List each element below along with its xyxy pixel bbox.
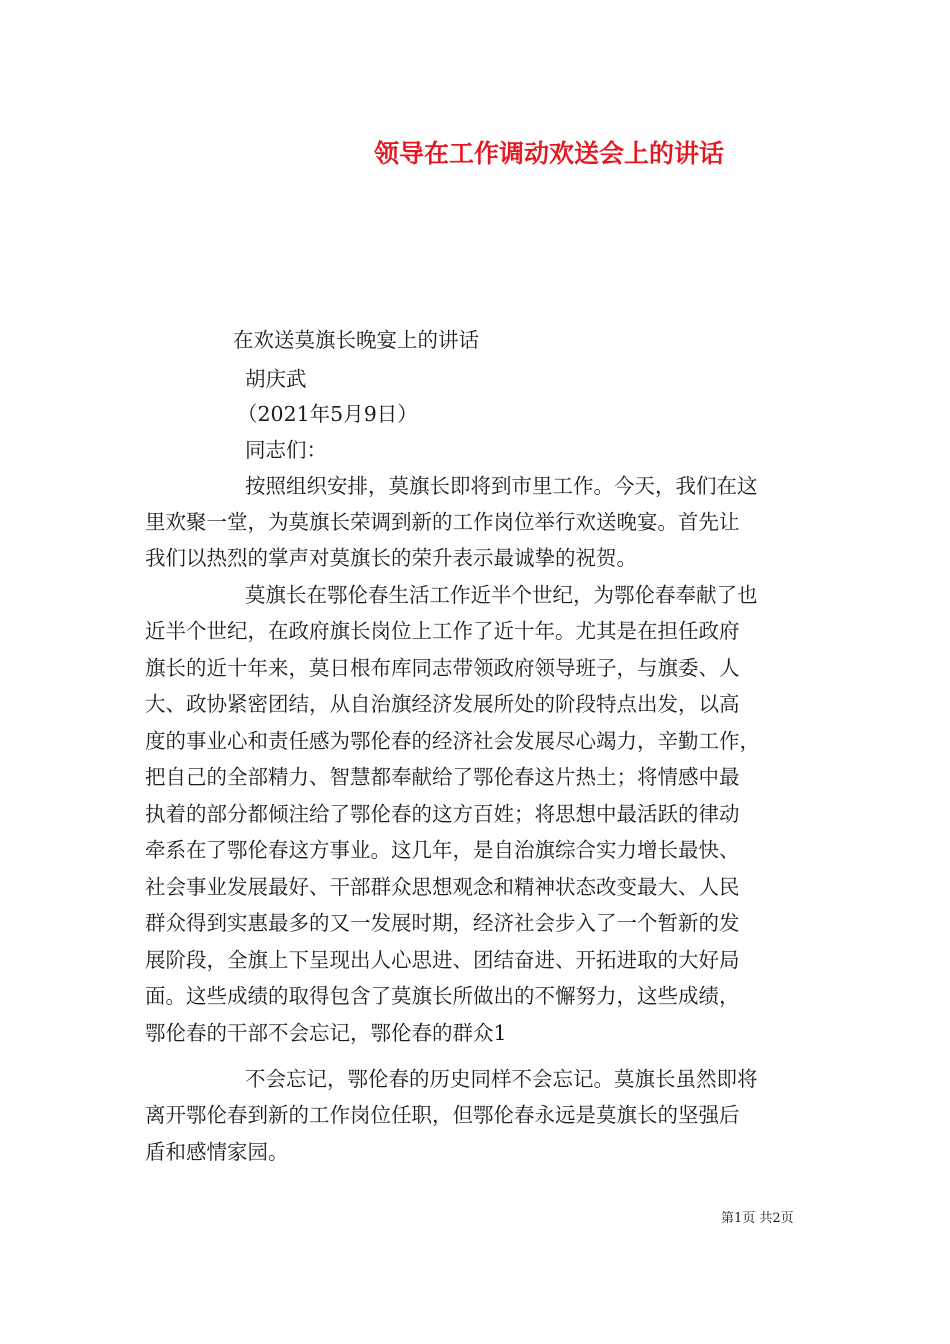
body-line: 我们以热烈的掌声对莫旗长的荣升表示最诚挚的祝贺。 [145, 546, 637, 570]
body-line: 近半个世纪，在政府旗长岗位上工作了近十年。尤其是在担任政府 [145, 619, 740, 643]
document-title: 领导在工作调动欢送会上的讲话 [374, 139, 725, 168]
body-line: 鄂伦春的干部不会忘记，鄂伦春的群众1 [145, 1021, 507, 1045]
body-line: 面。这些成绩的取得包含了莫旗长所做出的不懈努力，这些成绩， [145, 984, 740, 1008]
body-line: 把自己的全部精力、智慧都奉献给了鄂伦春这片热土；将情感中最 [145, 765, 740, 789]
page-footer: 第1页 共2页 [721, 1211, 794, 1226]
speech-salutation: 同志们： [245, 438, 327, 462]
body-line: 莫旗长在鄂伦春生活工作近半个世纪，为鄂伦春奉献了也 [245, 583, 758, 607]
body-line: 按照组织安排，莫旗长即将到市里工作。今天，我们在这 [245, 474, 758, 498]
speech-author: 胡庆武 [245, 367, 307, 391]
body-line: 不会忘记，鄂伦春的历史同样不会忘记。莫旗长虽然即将 [245, 1067, 758, 1091]
body-line: 群众得到实惠最多的又一发展时期，经济社会步入了一个暂新的发 [145, 911, 740, 935]
body-line: 社会事业发展最好、干部群众思想观念和精神状态改变最大、人民 [145, 875, 740, 899]
body-line: 度的事业心和责任感为鄂伦春的经济社会发展尽心竭力，辛勤工作， [145, 729, 760, 753]
body-line: 盾和感情家园。 [145, 1140, 289, 1164]
body-line: 离开鄂伦春到新的工作岗位任职，但鄂伦春永远是莫旗长的坚强后 [145, 1103, 740, 1127]
speech-subtitle: 在欢送莫旗长晚宴上的讲话 [233, 328, 479, 352]
body-line: 执着的部分都倾注给了鄂伦春的这方百姓；将思想中最活跃的律动 [145, 802, 740, 826]
speech-date: （2021年5月9日） [237, 402, 418, 426]
body-line: 牵系在了鄂伦春这方事业。这几年，是自治旗综合实力增长最快、 [145, 838, 740, 862]
body-line: 里欢聚一堂，为莫旗长荣调到新的工作岗位举行欢送晚宴。首先让 [145, 510, 740, 534]
body-line: 旗长的近十年来，莫日根布库同志带领政府领导班子，与旗委、人 [145, 656, 740, 680]
body-line: 大、政协紧密团结，从自治旗经济发展所处的阶段特点出发，以高 [145, 692, 740, 716]
body-line: 展阶段，全旗上下呈现出人心思进、团结奋进、开拓进取的大好局 [145, 948, 740, 972]
